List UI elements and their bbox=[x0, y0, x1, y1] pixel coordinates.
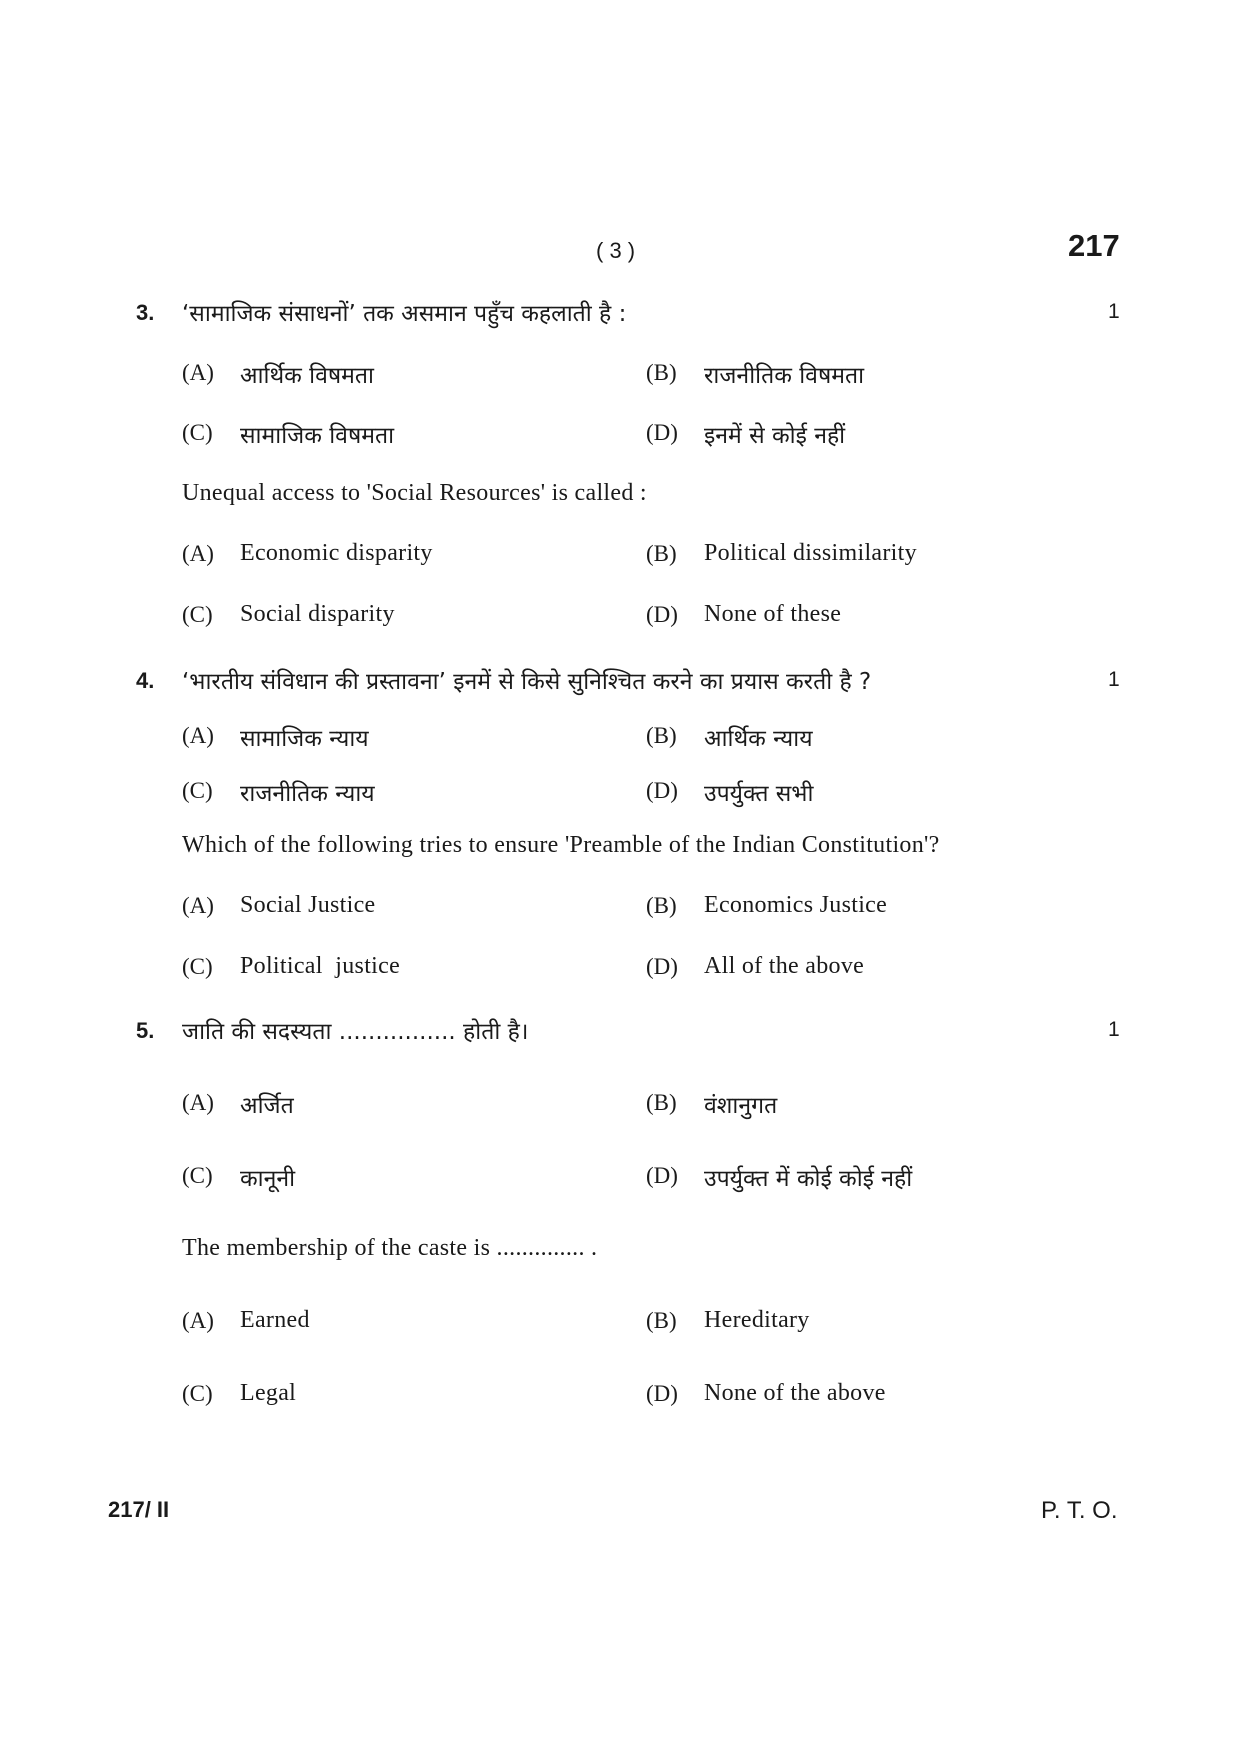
question-text-english: Unequal access to 'Social Resources' is called : bbox=[182, 480, 647, 506]
question-text-english: Which of the following tries to ensure 'Preamble of the Indian Constitution'? bbox=[182, 832, 940, 858]
option-text-english: Hereditary bbox=[704, 1307, 810, 1333]
paper-code-header: 217 bbox=[1068, 228, 1120, 263]
option-text-english: None of the above bbox=[704, 1380, 886, 1406]
option-text-hindi: उपर्युक्त सभी bbox=[704, 781, 814, 807]
option-letter: (C) bbox=[182, 420, 213, 445]
option-letter: (D) bbox=[646, 1163, 678, 1188]
option-letter: (A) bbox=[182, 723, 214, 748]
question-number: 3. bbox=[136, 300, 155, 325]
option-text-hindi: राजनीतिक विषमता bbox=[704, 363, 865, 389]
question-text-hindi: जाति की सदस्यता ................ होती है। bbox=[182, 1019, 529, 1045]
option-text-hindi: कानूनी bbox=[240, 1166, 296, 1192]
option-text-english: Social disparity bbox=[240, 601, 395, 627]
option-text-english: Political dissimilarity bbox=[704, 540, 917, 566]
option-letter: (D) bbox=[646, 1381, 678, 1406]
question-marks: 1 bbox=[1108, 1018, 1120, 1041]
option-letter: (B) bbox=[646, 1308, 677, 1333]
option-letter: (C) bbox=[182, 1381, 213, 1406]
question-text-hindi: ‘सामाजिक संसाधनों’ तक असमान पहुँच कहलाती है : bbox=[182, 301, 627, 327]
question-number: 4. bbox=[136, 668, 155, 693]
option-letter: (C) bbox=[182, 602, 213, 627]
option-text-english: Economics Justice bbox=[704, 892, 888, 918]
option-text-english: Political justice bbox=[240, 953, 401, 979]
option-text-hindi: आर्थिक विषमता bbox=[240, 363, 374, 389]
option-text-english: None of these bbox=[704, 601, 842, 627]
option-letter: (A) bbox=[182, 1090, 214, 1115]
option-letter: (C) bbox=[182, 954, 213, 979]
question-text-english: The membership of the caste is .............. . bbox=[182, 1235, 598, 1261]
footer-pto: P. T. O. bbox=[1041, 1497, 1118, 1524]
option-text-hindi: आर्थिक न्याय bbox=[704, 726, 813, 752]
option-letter: (A) bbox=[182, 1308, 214, 1333]
question-number: 5. bbox=[136, 1018, 155, 1043]
option-text-hindi: सामाजिक विषमता bbox=[240, 423, 395, 449]
option-letter: (D) bbox=[646, 954, 678, 979]
option-text-english: Economic disparity bbox=[240, 540, 433, 566]
option-letter: (B) bbox=[646, 723, 677, 748]
option-letter: (D) bbox=[646, 778, 678, 803]
footer-paper-code: 217/ II bbox=[108, 1497, 170, 1522]
option-text-english: Earned bbox=[240, 1307, 310, 1333]
option-letter: (B) bbox=[646, 360, 677, 385]
option-text-hindi: राजनीतिक न्याय bbox=[240, 781, 375, 807]
page-number: ( 3 ) bbox=[596, 238, 636, 263]
option-letter: (A) bbox=[182, 360, 214, 385]
question-text-hindi: ‘भारतीय संविधान की प्रस्तावना’ इनमें से किसे सुनिश्चित करने का प्रयास करती है ? bbox=[182, 669, 872, 695]
option-letter: (B) bbox=[646, 893, 677, 918]
option-text-hindi: वंशानुगत bbox=[704, 1093, 778, 1119]
option-text-hindi: सामाजिक न्याय bbox=[240, 726, 369, 752]
option-text-english: Social Justice bbox=[240, 892, 376, 918]
question-marks: 1 bbox=[1108, 668, 1120, 691]
option-text-hindi: अर्जित bbox=[240, 1093, 294, 1119]
option-letter: (B) bbox=[646, 541, 677, 566]
option-letter: (D) bbox=[646, 420, 678, 445]
option-text-english: All of the above bbox=[704, 953, 865, 979]
option-letter: (D) bbox=[646, 602, 678, 627]
option-text-hindi: इनमें से कोई नहीं bbox=[704, 423, 846, 449]
option-text-hindi: उपर्युक्त में कोई कोई नहीं bbox=[704, 1166, 913, 1192]
option-text-english: Legal bbox=[240, 1380, 297, 1406]
option-letter: (A) bbox=[182, 541, 214, 566]
option-letter: (B) bbox=[646, 1090, 677, 1115]
option-letter: (C) bbox=[182, 1163, 213, 1188]
question-marks: 1 bbox=[1108, 300, 1120, 323]
option-letter: (C) bbox=[182, 778, 213, 803]
option-letter: (A) bbox=[182, 893, 214, 918]
